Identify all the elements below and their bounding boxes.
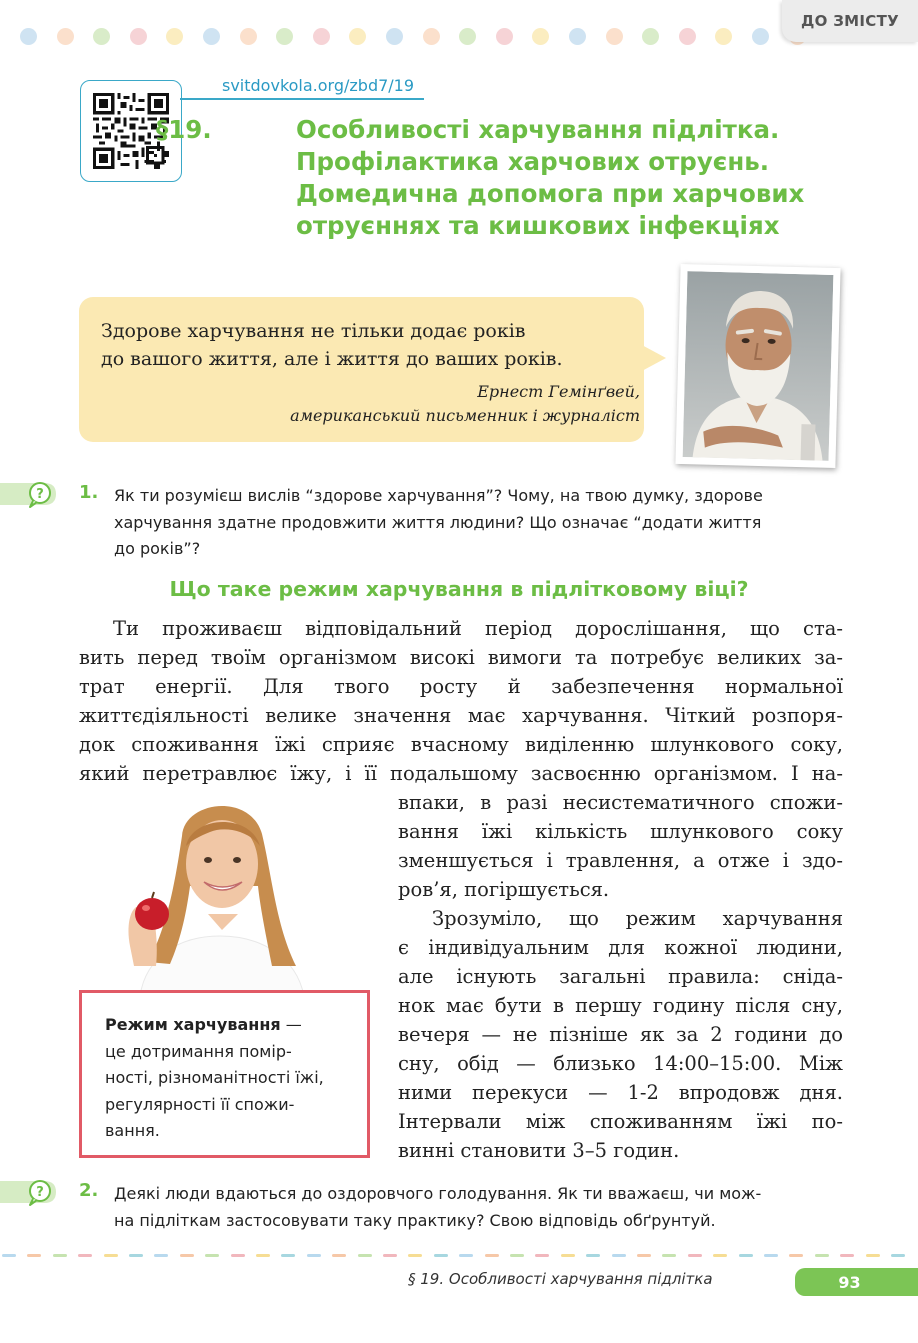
definition-text — [105, 1012, 357, 1145]
body-line: вання їжі кількість шлункового соку — [398, 820, 843, 843]
body-line: впаки, в разі несистематичного спожи- — [398, 791, 843, 814]
decoration-dash — [281, 1254, 295, 1257]
decoration-dot — [606, 28, 623, 45]
decoration-dash — [358, 1254, 372, 1257]
decoration-dash — [891, 1254, 905, 1257]
decoration-dot — [423, 28, 440, 45]
author-name: Ернест Гемінґвей, — [477, 382, 640, 401]
body-line: зменшується і травлення, а отже і здо- — [398, 849, 843, 872]
decoration-dash — [180, 1254, 194, 1257]
decoration-dash — [307, 1254, 321, 1257]
body-line: життєдіяльності велике значення має харчування. Чіткий розпоря- — [79, 704, 843, 727]
question-line: Як ти розумієш вислів “здорове харчування”? Чому, на твою думку, здорове — [114, 486, 763, 505]
decoration-dot — [349, 28, 366, 45]
definition-line: регулярності її спожи- — [105, 1094, 295, 1114]
body-line: трат енергії. Для твого росту й забезпечення нормальної — [79, 675, 843, 698]
title-line: Особливості харчування підлітка. — [296, 115, 780, 144]
decoration-dot — [532, 28, 549, 45]
decoration-dot — [93, 28, 110, 45]
title-line: Профілактика харчових отруєнь. — [296, 147, 770, 176]
girl-with-apple-illustration — [100, 796, 340, 996]
definition-term: Режим харчування — [105, 1015, 281, 1034]
question-line: харчування здатне продовжити життя людини? Що означає “додати життя — [114, 512, 762, 532]
definition-line: це дотримання помір- — [105, 1041, 292, 1061]
decoration-dash — [510, 1254, 524, 1257]
section-title — [156, 114, 866, 242]
decoration-dot — [715, 28, 732, 45]
decoration-dot — [642, 28, 659, 45]
question-line: Деякі люди вдаються до оздоровчого голодування. Як ти вважаєш, чи мож- — [114, 1184, 762, 1203]
bottom-decoration-dashes — [0, 1254, 918, 1260]
decoration-dash — [205, 1254, 219, 1257]
decoration-dash — [129, 1254, 143, 1257]
decoration-dash — [78, 1254, 92, 1257]
decoration-dash — [408, 1254, 422, 1257]
decoration-dash — [586, 1254, 600, 1257]
decoration-dash — [104, 1254, 118, 1257]
body-line: Інтервали між споживанням їжі по- — [398, 1110, 843, 1133]
decoration-dash — [815, 1254, 829, 1257]
decoration-dot — [752, 28, 769, 45]
decoration-dash — [53, 1254, 67, 1257]
decoration-dot — [313, 28, 330, 45]
decoration-dot — [130, 28, 147, 45]
page-number-badge: 93 — [795, 1268, 918, 1296]
subsection-heading: Що таке режим харчування в підлітковому віці? — [169, 577, 749, 601]
decoration-dot — [459, 28, 476, 45]
decoration-dash — [662, 1254, 676, 1257]
body-line: док споживання їжі сприяє вчасному виділенню шлункового соку, — [79, 733, 843, 756]
decoration-dot — [203, 28, 220, 45]
title-line: Домедична допомога при харчових — [296, 179, 805, 208]
decoration-dash — [561, 1254, 575, 1257]
decoration-dot — [166, 28, 183, 45]
body-line: Зрозуміло, що режим харчування — [432, 907, 843, 930]
decoration-dash — [27, 1254, 41, 1257]
running-footer-title: § 19. Особливості харчування підлітка — [408, 1270, 713, 1288]
decoration-dash — [485, 1254, 499, 1257]
author-portrait — [675, 264, 840, 468]
body-line: сну, обід — близько 14:00–15:00. Між — [398, 1052, 843, 1075]
svg-text:?: ? — [36, 1185, 44, 1200]
decoration-dot — [57, 28, 74, 45]
decoration-dot — [276, 28, 293, 45]
body-line: є індивідуальним для кожної людини, — [398, 936, 843, 959]
body-line: але існують загальні правила: сніда- — [398, 965, 843, 988]
question-text — [114, 1181, 844, 1234]
decoration-dash — [332, 1254, 346, 1257]
decoration-dash — [840, 1254, 854, 1257]
decoration-dash — [2, 1254, 16, 1257]
body-line: який перетравлює їжу, і її подальшому засвоєнню організмом. І на- — [79, 762, 843, 785]
question-text — [114, 483, 844, 563]
qr-link[interactable]: svitdovkola.org/zbd7/19 — [222, 76, 415, 95]
question-line: до років”? — [114, 539, 201, 558]
decoration-dash — [866, 1254, 880, 1257]
decoration-dash — [459, 1254, 473, 1257]
epigraph-text — [101, 317, 621, 373]
decoration-dash — [434, 1254, 448, 1257]
question-bubble-icon — [0, 1177, 70, 1207]
decoration-dash — [739, 1254, 753, 1257]
decoration-dot — [20, 28, 37, 45]
decoration-dot — [496, 28, 513, 45]
decoration-dot — [240, 28, 257, 45]
decoration-dash — [713, 1254, 727, 1257]
epigraph-bubble-tail — [640, 344, 666, 372]
table-of-contents-tab[interactable]: ДО ЗМІСТУ — [782, 0, 918, 42]
epigraph-line: до вашого життя, але і життя до ваших років. — [101, 348, 563, 370]
decoration-dash — [535, 1254, 549, 1257]
question-bubble-icon — [0, 479, 70, 509]
decoration-dash — [256, 1254, 270, 1257]
body-line: ними перекуси — 1-2 впродовж дня. — [398, 1081, 843, 1104]
section-number: §19. — [156, 115, 212, 144]
body-line: вить перед твоїм організмом високі вимоги та потребує великих за- — [79, 646, 843, 669]
definition-line: ності, різноманітності їжі, — [105, 1068, 324, 1087]
decoration-dash — [789, 1254, 803, 1257]
decoration-dash — [231, 1254, 245, 1257]
qr-link-underline — [180, 98, 424, 100]
question-number: 2. — [79, 1180, 99, 1201]
portrait-image — [683, 271, 834, 461]
author-role: американський письменник і журналіст — [290, 406, 640, 425]
decoration-dash — [688, 1254, 702, 1257]
definition-dash: — — [280, 1015, 302, 1034]
decoration-dot — [386, 28, 403, 45]
body-line: вечеря — не пізніше як за 2 години до — [398, 1023, 843, 1046]
decoration-dash — [612, 1254, 626, 1257]
epigraph-author — [200, 380, 640, 428]
body-line: ров’я, погіршується. — [398, 878, 610, 901]
svg-text:?: ? — [36, 487, 44, 502]
decoration-dot — [679, 28, 696, 45]
title-line: отруєннях та кишкових інфекціях — [296, 211, 780, 240]
body-line: нок має бути в першу годину після сну, — [398, 994, 843, 1017]
definition-line: вання. — [105, 1121, 160, 1140]
decoration-dot — [569, 28, 586, 45]
top-decoration-dots — [0, 28, 780, 48]
decoration-dash — [764, 1254, 778, 1257]
body-line: винні становити 3–5 годин. — [398, 1139, 680, 1162]
body-line: Ти проживаєш відповідальний період дорослішання, що ста- — [113, 617, 843, 640]
epigraph-line: Здорове харчування не тільки додає років — [101, 320, 526, 342]
decoration-dash — [154, 1254, 168, 1257]
question-number: 1. — [79, 482, 99, 503]
decoration-dash — [637, 1254, 651, 1257]
question-line: на підліткам застосовувати таку практику? Свою відповідь обґрунтуй. — [114, 1210, 716, 1230]
decoration-dash — [383, 1254, 397, 1257]
